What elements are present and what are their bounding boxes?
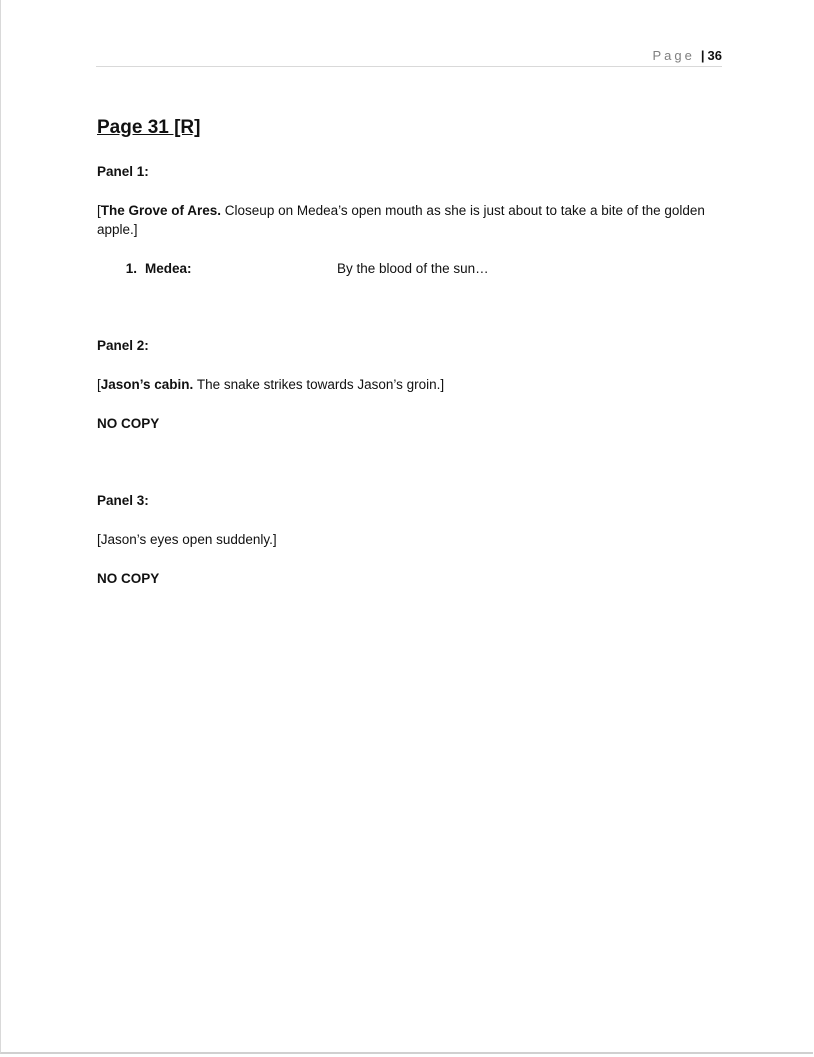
- panel-2-description-text: The snake strikes towards Jason’s groin.]: [193, 377, 445, 392]
- page-header: [96, 47, 722, 67]
- page-number-indicator: [653, 48, 722, 64]
- dialogue-line: [97, 259, 717, 278]
- panel-2-no-copy: NO COPY: [97, 416, 160, 431]
- panel-1-location: The Grove of Ares.: [100, 203, 222, 218]
- panel-2-label: Panel 2:: [97, 338, 149, 353]
- panel-1-label: Panel 1:: [97, 164, 149, 179]
- panel-3-no-copy: NO COPY: [97, 571, 160, 586]
- panel-3-description: [Jason’s eyes open suddenly.]: [97, 532, 277, 547]
- page-heading: Page 31 [R]: [97, 117, 201, 138]
- panel-3-label: Panel 3:: [97, 493, 149, 508]
- panel-1-description: [The Grove of Ares. Closeup on Medea’s open mouth as she is just about to take a bite of the golden apple.]: [97, 203, 705, 237]
- dialogue-number: 1.: [125, 261, 137, 276]
- page-word: Page: [652, 48, 695, 63]
- dialogue-text: By the blood of the sun…: [337, 261, 489, 276]
- page-separator: |: [700, 48, 705, 63]
- dialogue-speaker: Medea:: [145, 261, 192, 276]
- panel-2-description: [Jason’s cabin. The snake strikes towards Jason’s groin.]: [97, 377, 445, 392]
- panel-1-description-text: Closeup on Medea’s open mouth as she is just about to take a bite of the golden apple.]: [97, 203, 705, 237]
- panel-2-location: Jason’s cabin.: [100, 377, 194, 392]
- page-number: 36: [707, 48, 722, 63]
- script-body: [97, 116, 717, 588]
